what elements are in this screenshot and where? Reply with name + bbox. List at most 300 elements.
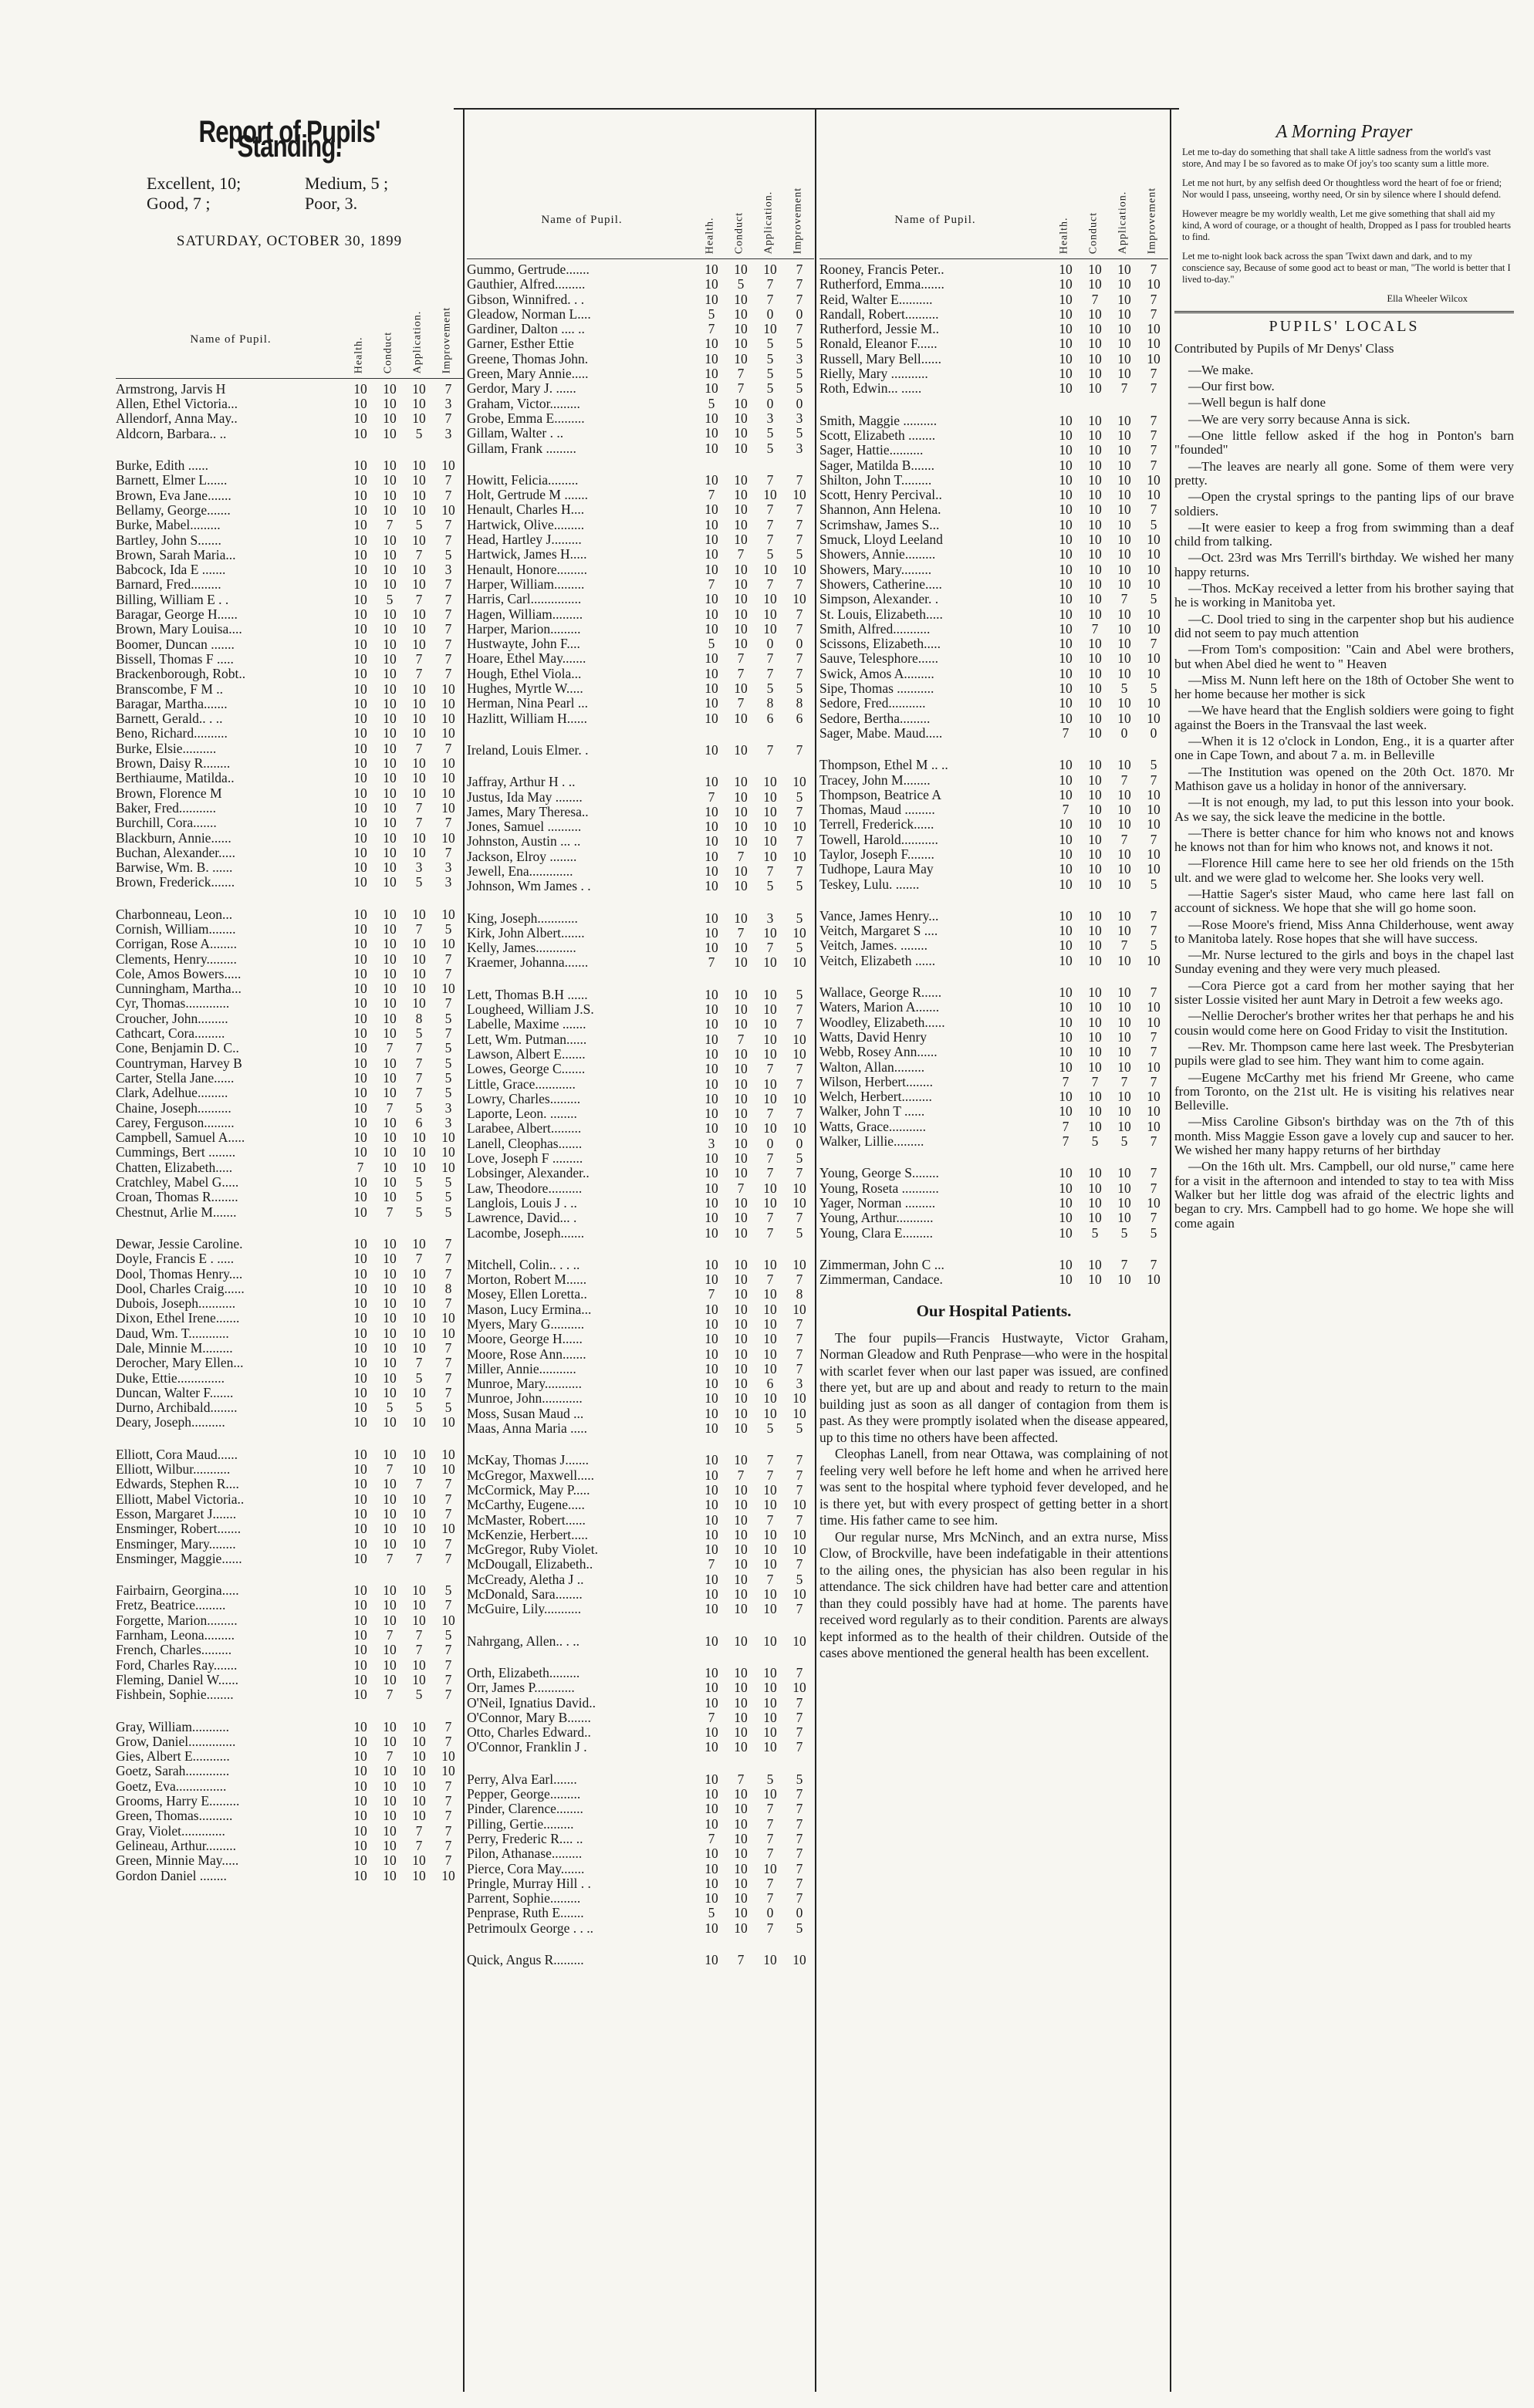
health-score: 10: [704, 1725, 718, 1741]
application-score: 10: [412, 607, 426, 623]
application-score: 10: [1117, 1166, 1131, 1181]
pupil-name: Grooms, Harry E.........: [116, 1794, 240, 1809]
application-score: 7: [415, 1643, 423, 1658]
pupil-name: Randall, Robert..........: [819, 306, 939, 322]
improvement-score: 10: [441, 756, 455, 772]
application-score: 10: [412, 1160, 426, 1175]
health-score: 10: [704, 381, 718, 397]
table-row: [467, 1772, 814, 1787]
conduct-score: 10: [1088, 262, 1102, 277]
conduct-score: 10: [734, 681, 748, 697]
application-score: 10: [412, 1296, 426, 1312]
pupil-name: Gibson, Winnifred. . .: [467, 292, 585, 307]
health-score: 10: [1059, 651, 1073, 667]
health-score: 10: [353, 771, 367, 786]
improvement-score: 3: [444, 1100, 452, 1116]
pupil-name: Scissons, Elizabeth.....: [819, 637, 941, 652]
application-score: 10: [412, 1719, 426, 1734]
health-score: 10: [1059, 1225, 1073, 1241]
improvement-score: 7: [796, 292, 803, 307]
conduct-score: 10: [383, 1055, 397, 1071]
local-item: —Cora Pierce got a card from her mother saying that her sister Lossie visited her aunt Mary in Detroit a few weeks ago.: [1174, 978, 1514, 1008]
application-score: 7: [415, 816, 423, 831]
health-score: 10: [353, 667, 367, 682]
application-score: 7: [1120, 1257, 1128, 1272]
conduct-score: 10: [383, 381, 397, 397]
improvement-score: 3: [796, 441, 803, 456]
pupil-name: Law, Theodore..........: [467, 1180, 583, 1196]
pupil-name: Pilon, Athanase.........: [467, 1846, 583, 1862]
conduct-score: 10: [383, 473, 397, 488]
health-score: 10: [1059, 772, 1073, 788]
conduct-score: 10: [383, 741, 397, 756]
health-score: 10: [353, 562, 367, 578]
conduct-score: 10: [1088, 1015, 1102, 1030]
improvement-score: 10: [1147, 1119, 1161, 1134]
table-row: [467, 1680, 814, 1695]
table-row: [467, 1421, 814, 1436]
pupil-name: St. Louis, Elizabeth.....: [819, 606, 943, 622]
table-row: [116, 1643, 463, 1657]
grading-scale: [116, 174, 463, 214]
conduct-score: 10: [383, 1657, 397, 1673]
improvement-score: 7: [444, 1551, 452, 1566]
health-score: 10: [353, 816, 367, 831]
health-score: 10: [1059, 787, 1073, 802]
pupil-name: Forgette, Marion.........: [116, 1613, 238, 1628]
pupil-name: Grobe, Emma E.........: [467, 410, 585, 426]
conduct-score: 10: [383, 1026, 397, 1042]
conduct-score: 10: [734, 987, 748, 1002]
conduct-score: 10: [734, 351, 748, 366]
application-score: 7: [766, 1512, 774, 1528]
table-row: [116, 786, 463, 801]
pupil-name: Branscombe, F M ..: [116, 681, 224, 697]
application-score: 10: [412, 1281, 426, 1296]
health-score: 10: [704, 1482, 718, 1498]
improvement-score: 7: [1150, 443, 1157, 458]
section-gap: [819, 892, 1168, 909]
improvement-score: 10: [792, 592, 806, 607]
application-score: 7: [766, 532, 774, 548]
application-score: 7: [1120, 832, 1128, 847]
table-row: [467, 681, 814, 696]
health-score: 7: [708, 488, 715, 503]
health-score: 10: [1059, 681, 1073, 697]
application-score: 5: [766, 879, 774, 894]
health-score: 10: [1059, 862, 1073, 877]
table-row: [467, 1092, 814, 1106]
pupil-name: Gray, Violet.............: [116, 1823, 225, 1839]
improvement-score: 7: [796, 277, 803, 292]
application-score: 10: [763, 621, 777, 637]
pupil-name: Lobsinger, Alexander..: [467, 1166, 590, 1181]
pupil-name: Burke, Edith ......: [116, 458, 209, 474]
application-score: 7: [766, 1876, 774, 1891]
health-score: 10: [353, 426, 367, 441]
improvement-score: 7: [444, 1341, 452, 1356]
improvement-score: 5: [796, 547, 803, 562]
health-score: 5: [708, 637, 715, 652]
application-score: 7: [415, 1823, 423, 1839]
table-row: [116, 1267, 463, 1282]
health-score: 10: [704, 1091, 718, 1106]
pupil-name: Billing, William E . .: [116, 592, 229, 607]
health-score: 10: [1059, 562, 1073, 577]
health-score: 10: [704, 1665, 718, 1680]
pupil-name: Welch, Herbert.........: [819, 1089, 932, 1105]
improvement-score: 0: [796, 1906, 803, 1921]
table-row: [819, 802, 1168, 817]
table-row: [116, 1687, 463, 1702]
improvement-score: 8: [796, 1287, 803, 1302]
table-row: [116, 411, 463, 426]
conduct-score: 10: [734, 441, 748, 456]
application-score: 7: [766, 277, 774, 292]
improvement-score: 10: [1147, 277, 1161, 292]
improvement-score: 5: [444, 1175, 452, 1190]
application-score: 8: [415, 1011, 423, 1026]
pupil-name: Gerdor, Mary J. ......: [467, 381, 576, 397]
table-row: [467, 352, 814, 366]
health-score: 10: [353, 1204, 367, 1220]
health-score: 10: [1059, 1180, 1073, 1196]
improvement-score: 5: [1150, 876, 1157, 892]
health-score: 10: [704, 562, 718, 577]
improvement-score: 10: [1147, 802, 1161, 818]
conduct-score: 10: [734, 426, 748, 441]
improvement-score: 7: [444, 741, 452, 756]
health-score: 10: [1059, 547, 1073, 562]
conduct-score: 10: [1088, 1119, 1102, 1134]
poem: [1174, 147, 1514, 305]
conduct-score: 10: [383, 1356, 397, 1371]
application-score: 10: [412, 1506, 426, 1521]
health-score: 3: [708, 1136, 715, 1151]
table-row: [116, 1853, 463, 1868]
application-score: 10: [1117, 1195, 1131, 1211]
pupil-name: Green, Minnie May.....: [116, 1853, 239, 1869]
poem-stanza: However meagre be my worldly wealth, Let me give something that shall aid my kind, A word of courage, or a thought of health, Dropped as I pass for troubled hearts to find.: [1182, 208, 1511, 243]
table-row: [116, 1492, 463, 1507]
table-row: [116, 1116, 463, 1130]
table-row: [467, 1332, 814, 1346]
improvement-score: 7: [444, 1778, 452, 1794]
application-score: 10: [412, 1734, 426, 1749]
application-score: 10: [412, 845, 426, 860]
conduct-score: 10: [734, 336, 748, 352]
conduct-score: 10: [734, 834, 748, 849]
application-score: 10: [1117, 488, 1131, 503]
improvement-score: 10: [792, 562, 806, 577]
application-score: 10: [412, 996, 426, 1011]
pupil-name: Veitch, Elizabeth ......: [819, 953, 936, 968]
pupil-name: Ronald, Eleanor F......: [819, 336, 938, 352]
conduct-score: 10: [734, 1166, 748, 1181]
table-row: [116, 1794, 463, 1809]
conduct-score: 10: [383, 981, 397, 997]
conduct-score: 10: [383, 1011, 397, 1026]
health-score: 10: [353, 473, 367, 488]
pupil-name: Lacombe, Joseph.......: [467, 1225, 585, 1241]
application-score: 5: [415, 426, 423, 441]
conduct-score: 10: [1088, 725, 1102, 741]
table-row: [467, 562, 814, 577]
application-score: 10: [763, 1695, 777, 1711]
pupil-name: Shannon, Ann Helena.: [819, 502, 941, 518]
conduct-score: 10: [383, 1521, 397, 1537]
application-score: 5: [766, 441, 774, 456]
table-row: [116, 488, 463, 503]
improvement-score: 7: [444, 473, 452, 488]
pupil-name: Baragar, Martha.......: [116, 696, 228, 711]
table-row: [467, 1258, 814, 1272]
conduct-score: 10: [734, 562, 748, 577]
application-score: 10: [412, 532, 426, 548]
health-score: 10: [704, 1542, 718, 1558]
pupil-name: McKay, Thomas J.......: [467, 1453, 589, 1468]
conduct-score: 10: [1088, 711, 1102, 726]
table-row: [116, 1341, 463, 1356]
application-score: 10: [763, 1527, 777, 1542]
conduct-score: 10: [734, 1017, 748, 1032]
health-score: 10: [1059, 292, 1073, 307]
conduct-score: 10: [734, 1498, 748, 1513]
application-score: 10: [412, 1415, 426, 1430]
application-score: 10: [412, 1749, 426, 1765]
pupil-name: Young, Clara E.........: [819, 1225, 933, 1241]
pupil-name: Perry, Frederic R.... ..: [467, 1831, 583, 1846]
report-title: Report of Pupils' Standing.: [198, 115, 380, 164]
improvement-score: 5: [796, 910, 803, 926]
conduct-score: 10: [383, 1296, 397, 1312]
table-row: [116, 1130, 463, 1145]
improvement-score: 0: [796, 396, 803, 411]
improvement-score: 10: [441, 711, 455, 727]
application-score: 10: [1117, 532, 1131, 548]
pupil-name: Jackson, Elroy ........: [467, 849, 577, 864]
health-score: 10: [704, 849, 718, 864]
application-score: 10: [412, 1657, 426, 1673]
conduct-score: 10: [734, 1151, 748, 1167]
table-row: [467, 1302, 814, 1317]
health-score: 10: [353, 637, 367, 652]
pupil-name: Harris, Carl...............: [467, 592, 582, 607]
improvement-score: 5: [1150, 938, 1157, 954]
improvement-score: 7: [796, 1076, 803, 1092]
table-row: [819, 696, 1168, 711]
conduct-score: 10: [734, 863, 748, 879]
local-item: —Nellie Derocher's brother writes her that perhaps he and his cousin would come here on Good Friday to visit the Institution.: [1174, 1008, 1514, 1038]
table-row: [467, 1077, 814, 1092]
table-row: [819, 262, 1168, 277]
section-gap: [819, 1149, 1168, 1166]
application-score: 5: [1120, 681, 1128, 697]
table-row: [467, 1121, 814, 1136]
health-score: 10: [353, 1026, 367, 1042]
improvement-score: 7: [444, 1536, 452, 1552]
application-score: 10: [1117, 413, 1131, 428]
table-row: [116, 533, 463, 548]
health-score: 10: [704, 1467, 718, 1483]
application-score: 10: [1117, 306, 1131, 322]
pupil-name: Woodley, Elizabeth......: [819, 1015, 945, 1030]
improvement-score: 7: [796, 863, 803, 879]
improvement-score: 5: [796, 1771, 803, 1787]
table-row: [819, 758, 1168, 772]
improvement-score: 10: [441, 771, 455, 786]
improvement-score: 10: [441, 681, 455, 697]
health-score: 10: [353, 1462, 367, 1478]
conduct-score: 10: [383, 458, 397, 474]
header-name: Name of Pupil.: [894, 213, 976, 226]
improvement-score: 7: [444, 1598, 452, 1613]
improvement-score: 7: [444, 1026, 452, 1042]
conduct-score: 10: [734, 1002, 748, 1018]
pupil-name: Fretz, Beatrice.........: [116, 1598, 226, 1613]
improvement-score: 7: [796, 666, 803, 681]
health-score: 10: [704, 1376, 718, 1392]
application-score: 7: [766, 1920, 774, 1936]
header-improvement: Improvement: [441, 306, 453, 373]
conduct-score: 10: [1088, 1059, 1102, 1075]
health-score: 7: [708, 789, 715, 805]
improvement-score: 3: [444, 860, 452, 876]
table-row: [116, 1205, 463, 1220]
improvement-score: 10: [1147, 1000, 1161, 1015]
health-score: 10: [704, 277, 718, 292]
table-row: [467, 426, 814, 441]
application-score: 5: [766, 1421, 774, 1437]
table-row: [116, 1296, 463, 1311]
pupil-name: Clements, Henry.........: [116, 951, 237, 967]
table-row: [116, 1598, 463, 1613]
table-row: [116, 397, 463, 411]
application-score: 5: [766, 1771, 774, 1787]
application-score: 10: [412, 907, 426, 922]
conduct-score: 10: [383, 562, 397, 578]
table-row: [819, 1120, 1168, 1134]
health-score: 10: [704, 1017, 718, 1032]
pupil-name: Watts, Grace...........: [819, 1119, 927, 1134]
application-score: 10: [1117, 924, 1131, 939]
pupil-name: Thompson, Beatrice A: [819, 787, 941, 802]
table-row: [116, 860, 463, 875]
pupil-name: Veitch, James. ........: [819, 938, 927, 954]
conduct-score: 10: [383, 1794, 397, 1809]
conduct-score: 10: [383, 907, 397, 922]
conduct-score: 10: [1088, 696, 1102, 711]
application-score: 7: [1120, 381, 1128, 397]
health-score: 10: [353, 830, 367, 846]
application-score: 10: [763, 1195, 777, 1211]
application-score: 10: [412, 1130, 426, 1146]
application-score: 10: [763, 1952, 777, 1967]
table-row: [819, 667, 1168, 681]
application-score: 5: [766, 547, 774, 562]
conduct-score: 10: [383, 547, 397, 562]
pupil-name: Ensminger, Maggie......: [116, 1551, 242, 1566]
conduct-score: 10: [734, 606, 748, 622]
conduct-score: 10: [1088, 637, 1102, 652]
pupil-name: Perry, Alva Earl.......: [467, 1771, 577, 1787]
table-row: [467, 1136, 814, 1151]
improvement-score: 7: [796, 1512, 803, 1528]
conduct-score: 10: [734, 322, 748, 337]
table-row: [819, 336, 1168, 351]
pupil-name: McDougall, Elizabeth..: [467, 1557, 593, 1572]
table-row: [116, 875, 463, 890]
health-score: 10: [353, 1055, 367, 1071]
health-score: 10: [353, 607, 367, 623]
table-row: [467, 1391, 814, 1406]
health-score: 10: [353, 1190, 367, 1205]
health-score: 10: [353, 1415, 367, 1430]
conduct-score: 10: [734, 1831, 748, 1846]
health-score: 10: [353, 921, 367, 937]
pupil-name: Cyr, Thomas.............: [116, 996, 230, 1011]
pupil-name: Dewar, Jessie Caroline.: [116, 1236, 243, 1251]
pupil-name: Parrent, Sophie.........: [467, 1891, 581, 1906]
conduct-score: 10: [734, 292, 748, 307]
pupil-name: Miller, Annie...........: [467, 1361, 576, 1376]
pupil-name: Allen, Ethel Victoria...: [116, 397, 238, 412]
health-score: 10: [353, 651, 367, 667]
improvement-score: 7: [796, 1106, 803, 1122]
pupil-name: Pringle, Murray Hill . .: [467, 1876, 591, 1891]
table-row: [467, 1832, 814, 1846]
application-score: 7: [415, 1055, 423, 1071]
table-row: [467, 1196, 814, 1211]
local-item: —Our first bow.: [1188, 379, 1275, 394]
application-score: 10: [412, 830, 426, 846]
hospital-paragraph: The four pupils—Francis Hustwayte, Victor Graham, Norman Gleadow and Ruth Penprase—who were in the hospital with scarlet fever when our last paper was issued, are confined there yet, but are up and about and ready to return to the main building just as soon as all danger of contagion from them is past. As they were promptly isolated when the disease appeared, up to this time no others have been affected.: [819, 1329, 1168, 1445]
health-score: 5: [708, 306, 715, 322]
pupil-name: Carey, Ferguson.........: [116, 1115, 235, 1130]
table-row: [116, 1101, 463, 1116]
health-score: 10: [704, 1317, 718, 1332]
pupil-name: Croan, Thomas R........: [116, 1190, 238, 1205]
application-score: 10: [1117, 1104, 1131, 1120]
local-item: —Thos. McKay received a letter from his brother saying that he is working in Manitoba yet.: [1174, 581, 1514, 610]
application-score: 0: [766, 306, 774, 322]
application-score: 7: [415, 1628, 423, 1643]
conduct-score: 10: [1088, 772, 1102, 788]
pupil-name: Rutherford, Jessie M..: [819, 322, 940, 337]
health-score: 10: [353, 1477, 367, 1492]
table-row: [467, 622, 814, 637]
application-score: 10: [1117, 292, 1131, 307]
health-score: 10: [1059, 592, 1073, 607]
table-row: [116, 1400, 463, 1415]
conduct-score: 10: [383, 830, 397, 846]
conduct-score: 10: [734, 1361, 748, 1376]
health-score: 10: [704, 1802, 718, 1817]
table-row: [819, 622, 1168, 637]
health-score: 10: [353, 1853, 367, 1869]
application-score: 10: [412, 1447, 426, 1462]
conduct-score: 10: [734, 1421, 748, 1437]
table-row: [116, 1041, 463, 1055]
section-gap: [467, 1241, 814, 1258]
table-row: [819, 607, 1168, 622]
table-row: [467, 1376, 814, 1391]
pupil-name: Veitch, Margaret S ....: [819, 924, 938, 939]
improvement-score: 7: [796, 1816, 803, 1832]
health-score: 10: [353, 1794, 367, 1809]
improvement-score: 7: [1150, 985, 1157, 1001]
conduct-score: 10: [734, 1680, 748, 1696]
